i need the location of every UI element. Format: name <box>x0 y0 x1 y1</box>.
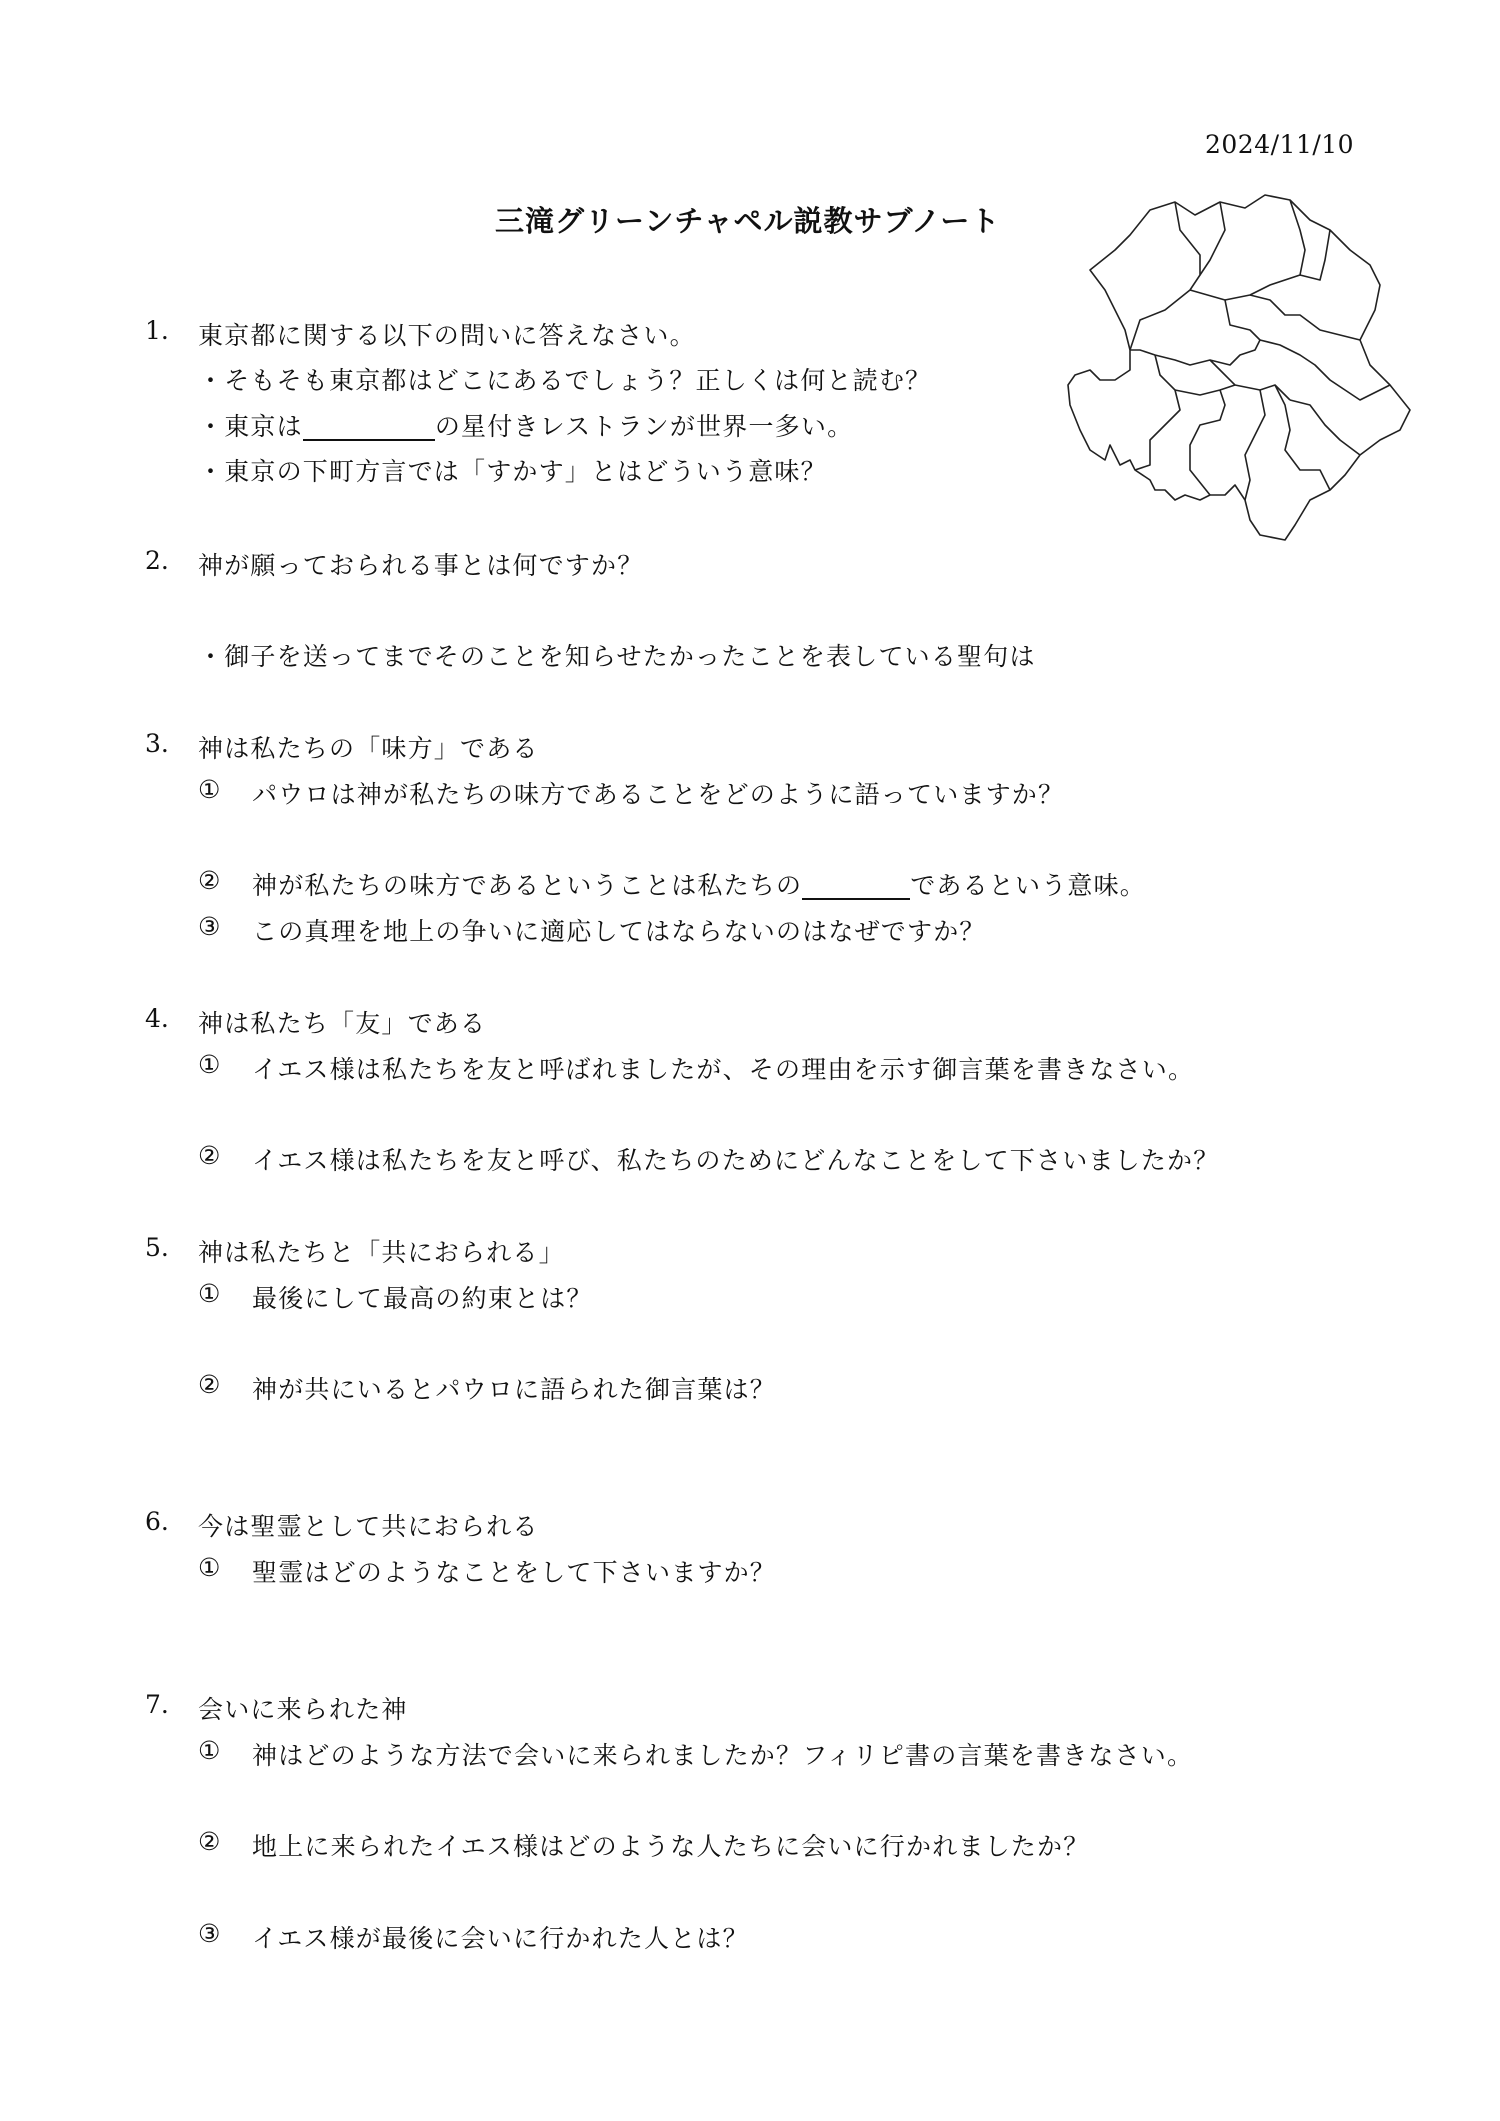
item-text: 聖霊はどのようなことをして下さいますか？ <box>252 1558 777 1587</box>
answer-blank <box>802 872 910 900</box>
item-text: 最後にして最高の約束とは？ <box>252 1284 593 1313</box>
item-marker: ② <box>198 1827 221 1856</box>
question-number: 2. <box>145 546 169 575</box>
question-text-after-blank: の星付きレストランが世界一多い。 <box>434 412 854 441</box>
question-number: 6. <box>145 1507 169 1536</box>
kanto-map-icon <box>1060 190 1420 550</box>
sub-question-fill-in <box>198 407 853 443</box>
item-marker: ① <box>198 775 221 804</box>
item-marker: ② <box>198 866 221 895</box>
question-number: 5. <box>145 1233 169 1262</box>
item-text: この真理を地上の争いに適応してはならないのはなぜですか？ <box>252 917 986 946</box>
item-marker: ① <box>198 1279 221 1308</box>
question-heading: 神は私たちの「味方」である <box>198 734 539 763</box>
item-text-fill-in <box>252 866 1146 902</box>
sub-question: ・そもそも東京都はどこにあるでしょう？正しくは何と読む？ <box>198 366 932 395</box>
item-text: イエス様が最後に会いに行かれた人とは？ <box>252 1924 749 1953</box>
item-text: 神はどのような方法で会いに来られましたか？フィリピ書の言葉を書きなさい。 <box>252 1741 1194 1770</box>
question-heading: 神は私たち「友」である <box>198 1009 487 1038</box>
question-heading: 東京都に関する以下の問いに答えなさい。 <box>198 321 696 350</box>
question-number: 7. <box>145 1690 169 1719</box>
document-title: 三滝グリーンチャペル説教サブノート <box>495 204 1001 238</box>
question-text-before-blank: 神が私たちの味方であるということは私たちの <box>252 871 803 900</box>
question-text-after-blank: であるという意味。 <box>910 871 1147 900</box>
item-text: 地上に来られたイエス様はどのような人たちに会いに行かれましたか？ <box>252 1832 1090 1861</box>
question-heading: 神は私たちと「共におられる」 <box>198 1238 565 1267</box>
question-number: 3. <box>145 729 169 758</box>
document-date: 2024/11/10 <box>1205 130 1355 159</box>
question-number: 4. <box>145 1004 169 1033</box>
item-marker: ① <box>198 1553 221 1582</box>
item-marker: ② <box>198 1141 221 1170</box>
question-number: 1. <box>145 316 169 345</box>
question-heading: 会いに来られた神 <box>198 1695 408 1724</box>
item-marker: ② <box>198 1370 221 1399</box>
item-marker: ③ <box>198 912 221 941</box>
item-marker: ① <box>198 1736 221 1765</box>
item-text: イエス様は私たちを友と呼ばれましたが、その理由を示す御言葉を書きなさい。 <box>252 1055 1195 1084</box>
sub-question: ・東京の下町方言では「すかす」とはどういう意味？ <box>198 457 827 486</box>
item-marker: ③ <box>198 1919 221 1948</box>
item-marker: ① <box>198 1050 221 1079</box>
item-text: パウロは神が私たちの味方であることをどのように語っていますか？ <box>252 780 1065 809</box>
question-text-before-blank: ・東京は <box>198 412 303 441</box>
sub-question: ・御子を送ってまでそのことを知らせたかったことを表している聖句は <box>198 642 1036 671</box>
answer-blank <box>303 413 435 441</box>
question-heading: 今は聖霊として共におられる <box>198 1512 539 1541</box>
item-text: イエス様は私たちを友と呼び、私たちのためにどんなことをして下さいましたか？ <box>252 1146 1220 1175</box>
question-heading: 神が願っておられる事とは何ですか？ <box>198 551 644 580</box>
item-text: 神が共にいるとパウロに語られた御言葉は？ <box>252 1375 777 1404</box>
